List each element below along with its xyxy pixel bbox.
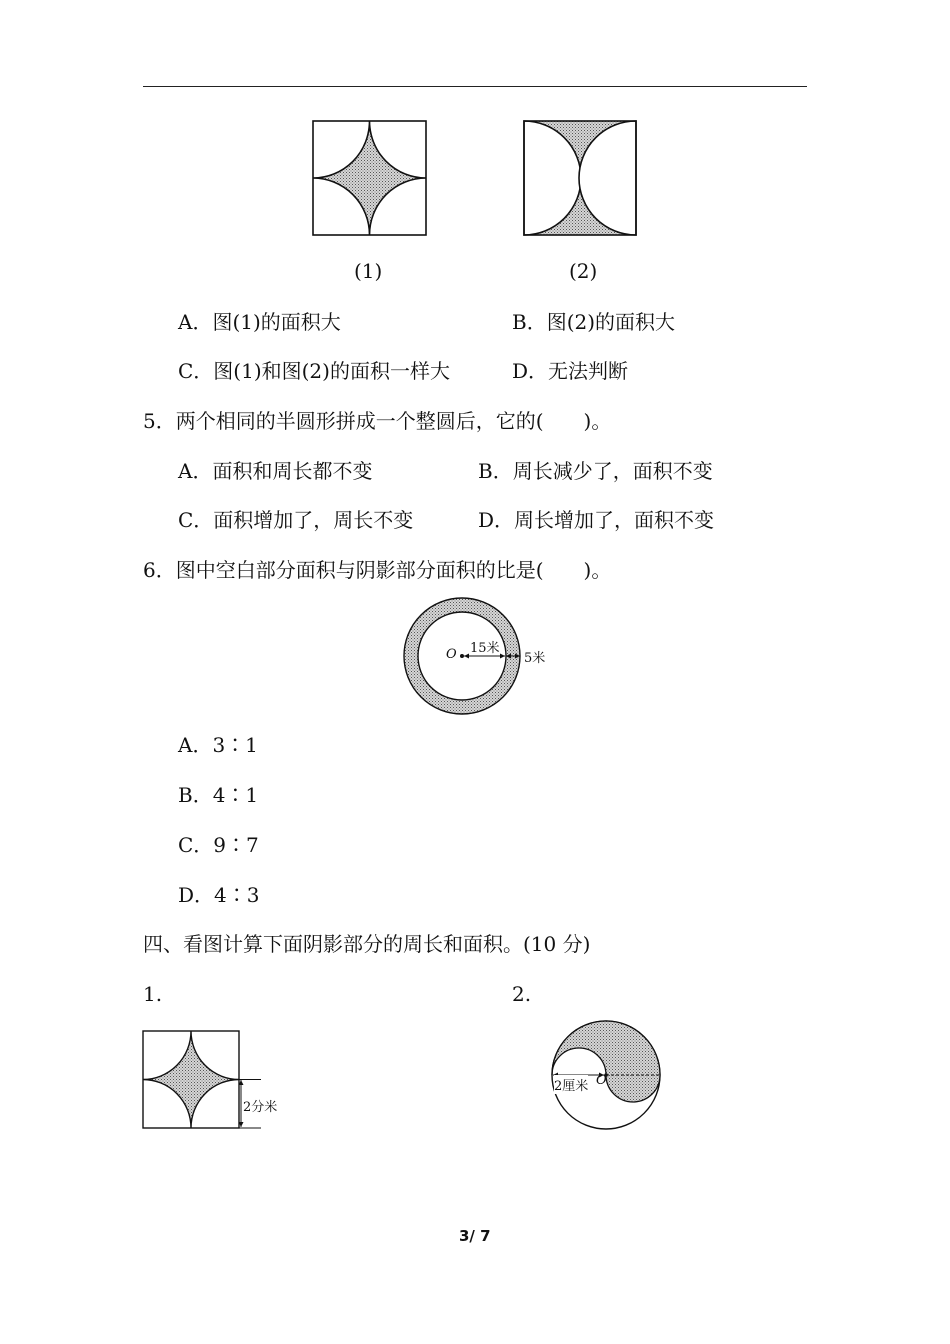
q6-ring-figure: [402, 596, 522, 716]
q5-option-d: D．周长增加了，面积不变: [478, 508, 715, 532]
q4-option-a: A．图(1)的面积大: [178, 310, 341, 334]
section-4-title: 四、看图计算下面阴影部分的周长和面积。(10 分): [143, 932, 591, 956]
problem-2-dimension-label: 2厘米: [554, 1075, 588, 1094]
top-rule: [143, 86, 807, 87]
q4-option-d: D．无法判断: [512, 359, 629, 383]
q6-center-label: O: [446, 647, 457, 662]
q5-option-b: B．周长减少了，面积不变: [478, 459, 713, 483]
figure-1-label: (1): [354, 259, 383, 283]
q6-inner-radius-label: 15米: [470, 641, 500, 656]
q5-option-c: C．面积增加了，周长不变: [178, 508, 414, 532]
figure-2-label: (2): [569, 259, 598, 283]
figure-1-square-star: [313, 121, 426, 235]
problem-2-center-label: O: [596, 1073, 607, 1088]
problem-2-number: 2.: [512, 982, 532, 1006]
q6-stem: 6．图中空白部分面积与阴影部分面积的比是( )。: [143, 558, 612, 582]
q5-stem: 5．两个相同的半圆形拼成一个整圆后，它的( )。: [143, 409, 612, 433]
q4-option-c: C．图(1)和图(2)的面积一样大: [178, 359, 450, 383]
q6-option-d: D．4∶3: [178, 883, 260, 907]
problem-1-dimension-label: 2分米: [243, 1100, 278, 1115]
q5-option-a: A．面积和周长都不变: [178, 459, 373, 483]
page-number: 3/ 7: [459, 1227, 491, 1245]
q6-ring-width-label: 5米: [524, 651, 546, 666]
problem-1-number: 1.: [143, 982, 163, 1006]
q4-option-b: B．图(2)的面积大: [512, 310, 676, 334]
figure-2-square-semicircles: [524, 121, 636, 235]
q6-option-c: C．9∶7: [178, 833, 259, 857]
q6-option-a: A．3∶1: [178, 733, 258, 757]
q6-option-b: B．4∶1: [178, 783, 259, 807]
